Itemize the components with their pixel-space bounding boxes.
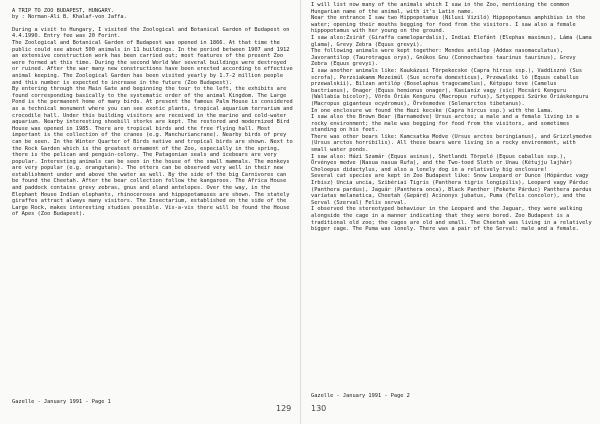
right-page-footer: Gazelle - January 1991 - Page 2 (311, 393, 410, 399)
left-page-footer: Gazelle - January 1991 - Page 1 (12, 399, 111, 405)
right-paragraph: I saw also: Házi Szamár (Equus asinus), Shetlandi Törpeló (Equus caballus ssp.), Örvényes medve (Nasua nasua Rufa), and the Two-toed Sloth or Unau (Kétujju lajhár) Choloepus didactylus, and also a lonely dog in a relatively big enclosure! (311, 153, 573, 173)
left-paragraph: By entering through the Main Gate and beginning the tour to the left, the exhibits are found corresponding basically to the systematic order of the animal Kingdom. The Large Pond is the permanent home of many birds. At present the famous Palm House is considered as a technical monument where you can see exotic plants, tropical aquarium terrarium and crocodile hall. Under this building visitors are received in the marine and cold-water aquarium. Nearby interesting shoebill storks are kept. The restored and modernized Bird House was opened in 1985. There are tropical birds and the free flying hall. Most important is the collection of the cranes (e.g. Manchuriancrane). Nearby birds of prey can be seen. In the Winter Quarter of Birds native and tropical birds are shown. Next to the Rock Garden which is the greatest ornament of the Zoo, especially in the spring, there is the pelican and penguin-colony. The Patagonian seals and icebears are very popular. Interesting animals can be seen in the house of the small mammals. The monkeys are very popular (e.g. orangutans). The otters can be observed very well in their new establishment under and above the water as well. By the side of the big Carnivores can be found the Cheetah. After the bear collection follow the kangaroos. The Africa House and paddock contains grevy zebras, gnus and eland antelopes. Over the way, in the Elephant House Indian elephants, rhinoceroses and hippopotamuses are shown. The stately giraffes attract always many visitors. The Insectarium, established on the side of the Large Rock, makes interesting studies possible. Vis-a-vis there will be found the House of Apes (Zoo Budapest). (12, 86, 293, 218)
right-paragraph: Near the entrance I saw two Hippopotamus (Nilusi Viziló) Hippopotamus amphibius in the water; opening their mouths begging for food from the visitors. I saw also a female hippopotamus with her young on the ground. (311, 15, 586, 35)
left-paragraph: During a visit to Hungary, I visited the Zoological and Botanical Garden of Budapest on 4.4.1990. Entry fee was 20 Forint. (12, 26, 290, 40)
right-paragraph: In one enclosure we found the Hazi kecske (Capra hircus ssp.) with the Lama. (311, 107, 554, 114)
right-page-number: 130 (311, 404, 327, 413)
right-paragraph: I observed the stereotyped behaviour in the Leopard and the Jaguar, they were walking alongside the cage in a manner indicating that they were bored. Zoo Budapest is a traditional old zoo; the cages are old and small. The Cheetah was living in a relatively bigger cage. The Puma was lonely. There was a pair of the Serval: male and a female. (311, 206, 592, 233)
right-page-body (311, 2, 592, 233)
left-paragraph: The Zoological and Botanical Garden of Budapest was opened in 1866. At that time the public could see about 500 animals in 11 buildings. In the period between 1907 and 1912 an extensive construction work has been carried out; most features of the present Zoo were formed at this time. During the second World War several buildings were destroyed or ruined. After the war many new constructions have been erected according to effective animal keeping. The Zoological Garden has been visited yearly by 1.7-2 million people and this number is expected to increase in the future (Zoo Budapest). (12, 40, 293, 86)
right-paragraph: I will list now many of the animals which I saw in the Zoo, mentioning the common Hungarian name of the animal, with it's Latin name. (311, 2, 570, 15)
right-paragraph: Several cat species are kept in Zoo Budapest like: Snow Leopard or Ounce (Hópárduc vagy Irbisz) Uncia uncia, Szibériai Tigris (Panthera tigris longipilis), Leopard vagy Párduc (Panthera pardus), Jaguár (Panthera onca), Black Panther (Fekete Párduc) Panthera pardus variatas melanatica, Cheetah (Gepárd) Acinonyx jubatus, Puma (Felis concolor), and the Serval (Szerval) Felis serval. (311, 173, 592, 206)
right-paragraph: The following animals were kept together: Mendes antilop (Addax nasomaculatus), Javorantilop (Taurotragus oryx), Gnúkos Gnu (Connochaetes taurinus taurinus), Grevy Zebra (Equus grevyi). (311, 48, 576, 68)
article-title: A TRIP TO ZOO BUDAPEST, HUNGARY. (12, 8, 115, 14)
right-paragraph: I saw another animals like: Kaukázusi Törpekecske (Capra hircus ssp.), Vaddisznó (Sus scrofa), Perzsiakamm Mezeimúl (Sus scrofa domesticus), Przewalski ló (Equus caballus przewalskii), Bilzan antilóp (Boselaphus tragocamelus), Kétpupu teve (Camelus bactrianus), Onager (Equus hemionus onager), Kasianiz vagy (sic) Mocsári Kenguru (Wallabia bicolor), Vörös Óriás Kenguru (Macropus rufus), Sztyeppei Szürke Óriáskenguru (Macropus giganteus ocydromus), Örvösmedve (Selenarctos tibetanus). (311, 67, 589, 107)
left-page-body (12, 27, 294, 218)
right-paragraph: I saw also:Zsiráf (Giraffa camelopardalis), Indiai Elefánt (Elephas maximus), Láma (Lama glama), Grevy Zebra (Equus grevyi). (311, 34, 592, 48)
article-author: by : Norman-Ali B. Khalaf-von Jaffa. (12, 14, 127, 21)
left-page-number: 129 (276, 404, 292, 413)
right-paragraph: I saw also the Brown Bear (Barnamedve) Ursus arctos; a male and a female living in a rocky environment; the male was begging for food from the visitors, and sometimes standing on his feet. (311, 114, 579, 134)
right-page (300, 0, 600, 424)
right-paragraph: There was other bears like: Kamcsatka Medve (Ursus arctos beringianus), and Grizzlymedve (Ursus arctos horribilis). All these bears were living in a rocky environment, with small water ponds. (311, 133, 592, 154)
